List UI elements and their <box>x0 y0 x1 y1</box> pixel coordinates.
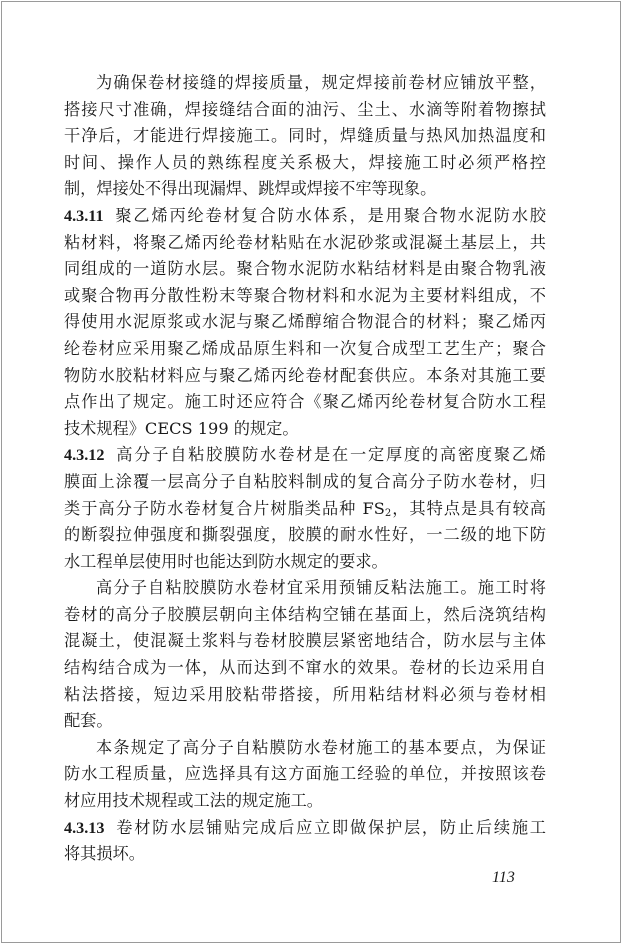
clause-4-3-12 <box>64 442 546 575</box>
text-line: 为确保卷材接缝的焊接质量，规定焊接前卷材应铺放平整， <box>96 73 546 92</box>
clause-4-3-13 <box>64 815 546 868</box>
text-line: 或聚合物再分散性粉末等聚合物材料和水泥为主要材料组成，不 <box>64 285 546 305</box>
text-line: 的断裂拉伸强度和撕裂强度，胶膜的耐水性好，一二级的地下防 <box>64 525 546 545</box>
text-line: 物防水胶粘材料应与聚乙烯丙纶卷材配套供应。本条对其施工要 <box>64 365 546 385</box>
text-span: 卷材防水层铺贴完成后应立即做保护层，防止后续施工 <box>114 817 546 837</box>
text-line: 得使用水泥原浆或水泥与聚乙烯醇缩合物混合的材料；聚乙烯丙 <box>64 312 546 332</box>
clause-4-3-11 <box>64 203 546 442</box>
text-line: 粘法搭接，短边采用胶粘带搭接，所用粘结材料必须与卷材相 <box>64 684 546 704</box>
clause-number: 4.3.13 <box>64 818 105 837</box>
text-line: 配套。 <box>64 711 113 731</box>
clause-first-line <box>64 815 546 842</box>
text-line-with-subscript <box>64 496 546 523</box>
text-line: 技术规程》CECS 199 的规定。 <box>64 418 299 438</box>
text-line: 纶卷材应采用聚乙烯成品原生料和一次复合成型工艺生产；聚合 <box>64 338 546 358</box>
text-line: 高分子自粘胶膜防水卷材宜采用预铺反粘法施工。施工时将 <box>96 578 546 598</box>
text-line: 制，焊接处不得出现漏焊、跳焊或焊接不牢等现象。 <box>64 179 437 199</box>
text-line: 防水工程质量，应选择具有这方面施工经验的单位，并按照该卷 <box>64 764 546 784</box>
page-number: 113 <box>492 869 515 886</box>
clause-number: 4.3.12 <box>64 446 105 465</box>
clause-first-line <box>64 442 546 469</box>
text-span: 高分子自粘胶膜防水卷材是在一定厚度的高密度聚乙烯 <box>114 445 546 465</box>
text-line: 本条规定了高分子自粘膜防水卷材施工的基本要点，为保证 <box>96 737 546 757</box>
text-line: 点作出了规定。施工时还应符合《聚乙烯丙纶卷材复合防水工程 <box>64 392 546 412</box>
text-line: 水工程单层使用时也能达到防水规定的要求。 <box>64 551 388 571</box>
text-line: 材应用技术规程或工法的规定施工。 <box>64 791 323 811</box>
text-line: 粘材料，将聚乙烯丙纶卷材粘贴在水泥砂浆或混凝土基层上，共 <box>64 232 546 252</box>
clause-first-line <box>64 203 546 230</box>
text-line: 膜面上涂覆一层高分子自粘胶料制成的复合高分子防水卷材，归 <box>64 471 546 491</box>
document-body <box>64 70 546 868</box>
text-line: 混凝土，使混凝土浆料与卷材胶膜层紧密地结合，防水层与主体 <box>64 631 546 651</box>
text-span: ，其特点是具有较高 <box>391 498 546 518</box>
text-line: 时间、操作人员的熟练程度关系极大，焊接施工时必须严格控 <box>64 152 546 172</box>
text-line: 干净后，才能进行焊接施工。同时，焊缝质量与热风加热温度和 <box>64 126 546 146</box>
paragraph-welding-quality <box>64 70 546 203</box>
paragraph-pre-laid-method <box>64 575 546 735</box>
text-line: 搭接尺寸准确，焊接缝结合面的油污、尘土、水滴等附着物擦拭 <box>64 99 546 119</box>
text-span: 聚乙烯丙纶卷材复合防水体系，是用聚合物水泥防水胶 <box>113 205 546 225</box>
subscript: 2 <box>384 507 392 519</box>
text-span: 类于高分子防水卷材复合片树脂类品种 FS <box>64 498 385 518</box>
text-line: 同组成的一道防水层。聚合物水泥防水粘结材料是由聚合物乳液 <box>64 259 546 279</box>
text-line: 卷材的高分子胶膜层朝向主体结构空铺在基面上，然后浇筑结构 <box>64 604 546 624</box>
text-line: 将其损坏。 <box>64 844 145 864</box>
paragraph-construction-requirements <box>64 735 546 815</box>
text-line: 结构结合成为一体，从而达到不窜水的效果。卷材的长边采用自 <box>64 658 546 678</box>
clause-number: 4.3.11 <box>64 206 104 225</box>
